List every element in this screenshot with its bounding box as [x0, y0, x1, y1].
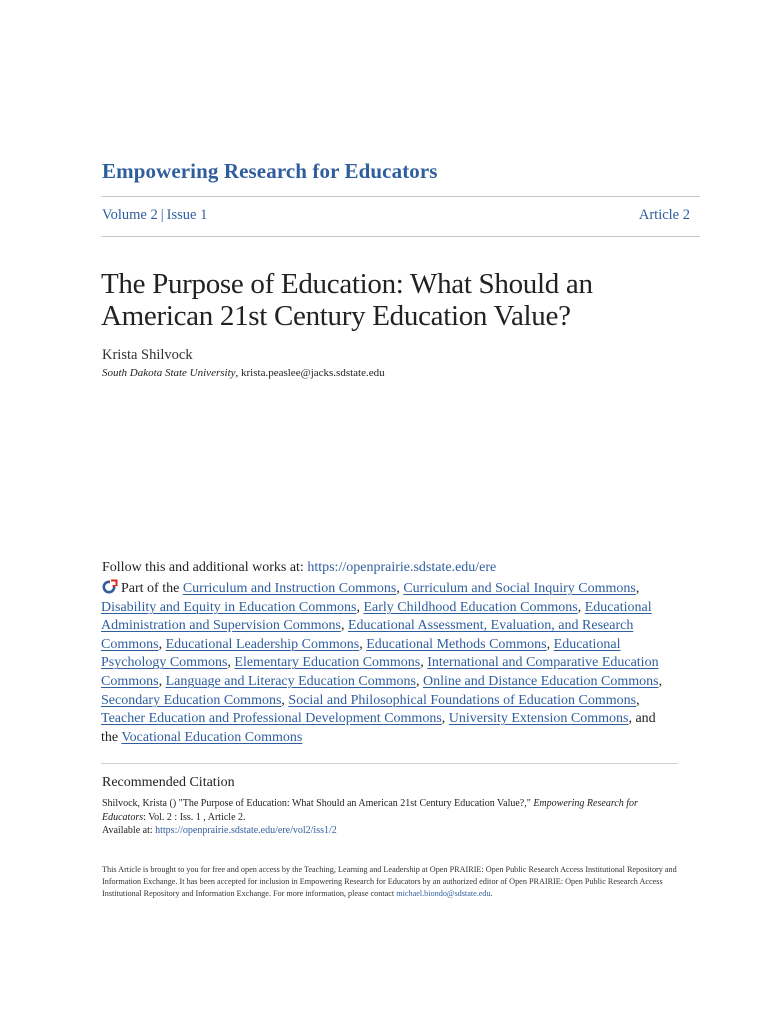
- commons-link[interactable]: International and Comparative Education Commons: [101, 655, 659, 689]
- commons-separator: ,: [396, 581, 404, 596]
- article-title-line-2: American 21st Century Education Value?: [101, 300, 571, 332]
- commons-separator: ,: [158, 673, 166, 689]
- commons-separator: ,: [415, 673, 423, 689]
- commons-separator: ,: [636, 692, 640, 708]
- commons-separator: ,: [356, 599, 364, 615]
- commons-link[interactable]: Curriculum and Social Inquiry Commons: [403, 581, 636, 596]
- part-of-commons: [101, 579, 676, 747]
- access-statement-end: .: [490, 889, 493, 899]
- commons-separator: ,: [635, 581, 640, 596]
- citation-text: [102, 797, 682, 838]
- commons-link[interactable]: Educational Leadership Commons: [165, 636, 360, 652]
- commons-separator: ,: [658, 673, 663, 689]
- commons-separator: ,: [340, 618, 348, 634]
- commons-list: [101, 581, 662, 745]
- part-of-prefix: Part of the: [121, 581, 183, 596]
- article-title: [101, 268, 661, 332]
- citation-heading: Recommended Citation: [102, 775, 235, 790]
- header-bottom-divider: [101, 236, 700, 237]
- available-label: Available at:: [102, 825, 156, 836]
- follow-url-link[interactable]: https://openprairie.sdstate.edu/ere: [307, 560, 497, 575]
- author-affiliation: [102, 367, 385, 379]
- network-commons-icon: [101, 579, 118, 594]
- citation-url-link[interactable]: https://openprairie.sdstate.edu/ere/vol2/iss1/2: [155, 825, 337, 836]
- commons-separator: ,: [420, 655, 428, 671]
- commons-link[interactable]: Language and Literacy Education Commons: [165, 673, 416, 689]
- citation-volume: : Vol. 2 : Iss. 1 , Article 2.: [143, 811, 246, 823]
- commons-separator: ,: [158, 636, 166, 652]
- header-top-divider: [101, 196, 700, 197]
- author-email: , krista.peaslee@jacks.sdstate.edu: [235, 367, 385, 379]
- article-title-line-1: The Purpose of Education: What Should an: [101, 268, 593, 300]
- access-statement-text: This Article is brought to you for free and open access by the Teaching, Learning and Leadership at Open PRAIRIE: Open Public Research Access Institutional Repository and Information Exchange. It has been accepted for inclusion in Empowering Research for Educators by an authorized editor of Open PRAIRIE: Open Public Research Access Institutional Repository and Information Exchange. For more information, please contact: [102, 865, 677, 899]
- commons-separator: ,: [359, 636, 367, 652]
- access-statement: [102, 864, 682, 901]
- commons-link[interactable]: Educational Methods Commons: [366, 636, 547, 652]
- commons-link[interactable]: Online and Distance Education Commons: [422, 673, 659, 689]
- citation-journal: Empowering Research for Educators: [102, 798, 638, 823]
- contact-email-link[interactable]: michael.biondo@sdstate.edu: [396, 889, 491, 899]
- citation-divider: [101, 763, 678, 764]
- commons-link[interactable]: Educational Assessment, Evaluation, and Research Commons: [101, 618, 634, 652]
- issue-link[interactable]: Issue 1: [166, 207, 208, 223]
- commons-separator: ,: [227, 655, 235, 671]
- affiliation-name: South Dakota State University: [102, 367, 236, 379]
- journal-title[interactable]: Empowering Research for Educators: [102, 159, 438, 183]
- commons-link[interactable]: Secondary Education Commons: [101, 692, 282, 708]
- follow-line: [102, 560, 496, 576]
- commons-separator: ,: [577, 599, 585, 615]
- commons-link[interactable]: Curriculum and Instruction Commons: [182, 581, 397, 596]
- commons-separator: ,: [281, 692, 289, 708]
- volume-link[interactable]: Volume 2: [102, 207, 158, 223]
- article-number-link[interactable]: Article 2: [638, 207, 690, 223]
- commons-link[interactable]: Elementary Education Commons: [234, 655, 421, 671]
- commons-link[interactable]: University Extension Commons: [448, 711, 629, 727]
- commons-link[interactable]: Educational Administration and Supervision Commons: [101, 599, 652, 634]
- author-name: Krista Shilvock: [102, 347, 193, 363]
- commons-link[interactable]: Teacher Education and Professional Development Commons: [101, 711, 442, 727]
- commons-separator: , and the: [101, 711, 656, 745]
- citation-body: Shilvock, Krista () "The Purpose of Education: What Should an American 21st Century Education Value?,": [102, 798, 534, 809]
- commons-separator: ,: [441, 711, 449, 727]
- follow-label: Follow this and additional works at:: [102, 560, 308, 575]
- commons-link[interactable]: Early Childhood Education Commons: [363, 599, 578, 615]
- commons-link[interactable]: Vocational Education Commons: [121, 729, 303, 745]
- issue-bar: [102, 207, 690, 224]
- commons-link[interactable]: Educational Psychology Commons: [101, 636, 621, 671]
- commons-separator: ,: [546, 636, 554, 652]
- commons-link[interactable]: Social and Philosophical Foundations of Education Commons: [288, 692, 637, 708]
- commons-link[interactable]: Disability and Equity in Education Commons: [101, 599, 357, 615]
- issue-separator: |: [160, 207, 164, 223]
